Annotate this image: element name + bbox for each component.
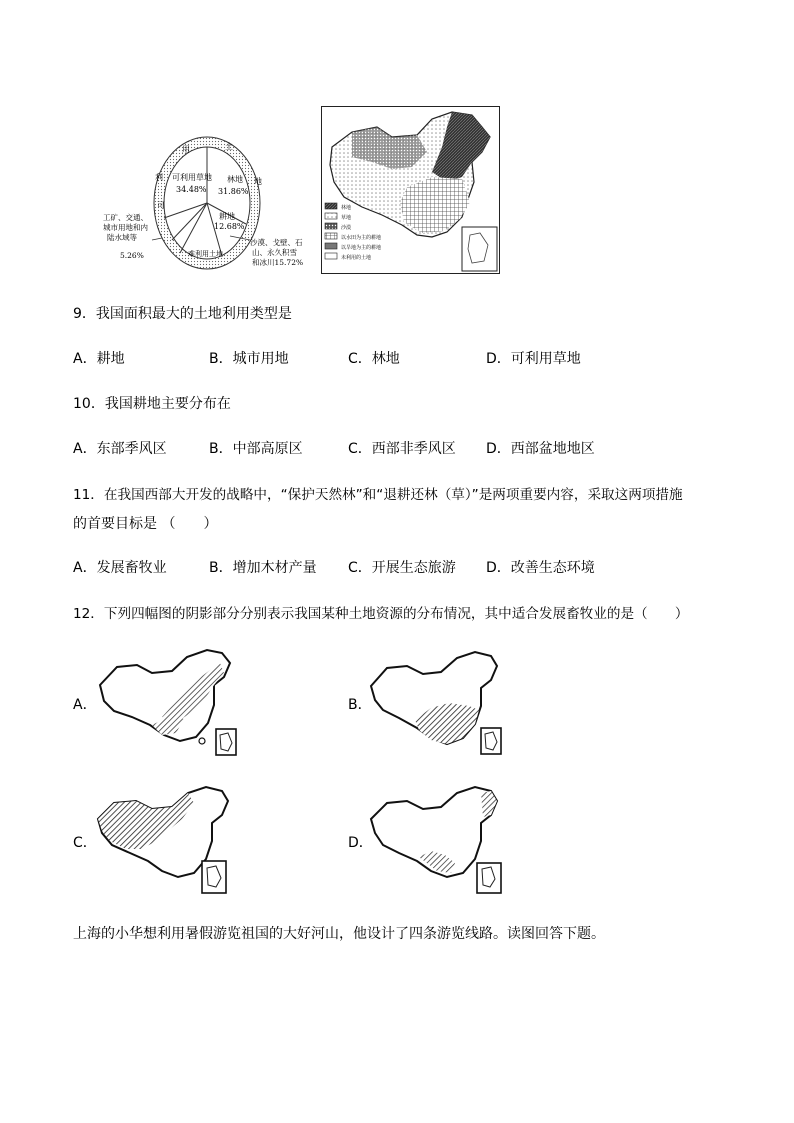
pie-ring-char: 地 [254, 177, 262, 186]
pie-slice-label: 和冰川15.72% [252, 258, 304, 267]
legend-swatch [325, 253, 337, 259]
pie-slice-label: 耕地 [219, 212, 235, 221]
land-use-map-figure [321, 106, 500, 274]
map-inset-box [462, 227, 497, 271]
map-option-c-svg [92, 783, 237, 895]
map-option-a-label[interactable]: A． [73, 697, 97, 713]
question-12 [73, 602, 688, 622]
question-9 [73, 303, 292, 323]
island-hainan [199, 738, 205, 744]
land-use-pie-svg [100, 128, 315, 273]
legend-label: 以水田为主的耕地 [341, 235, 382, 241]
legend-label: 未利用的土地 [341, 255, 372, 261]
pie-ring-char: 用 [182, 145, 190, 154]
pie-slice-label: 城市用地和内 [103, 223, 148, 232]
pie-slice-label: 工矿、交通、 [103, 213, 148, 222]
pie-slice-value: 12.68% [214, 222, 245, 231]
option-11d[interactable]: D．改善生态环境 [486, 560, 595, 576]
legend-swatch [325, 233, 337, 239]
option-9d[interactable]: D．可利用草地 [486, 351, 581, 367]
pie-slice-label: 5.26% [120, 251, 144, 260]
legend-label: 沙漠 [341, 225, 352, 231]
option-11b[interactable]: B．增加木材产量 [209, 560, 317, 576]
pie-slice-value: 31.86% [218, 187, 249, 196]
map-option-d[interactable] [365, 783, 505, 895]
pie-ring-char: 土 [225, 142, 233, 151]
next-question-intro: 上海的小华想利用暑假游览祖国的大好河山，他设计了四条游览线路。读图回答下题。 [73, 926, 605, 942]
pie-slice-label: 林地 [227, 175, 243, 184]
land-use-pie-figure [100, 128, 315, 273]
legend-swatch [325, 243, 337, 249]
pie-slice-label: 陆水域等 [107, 233, 137, 242]
pie-slice-label: 山、永久积雪 [252, 248, 297, 257]
legend-label: 草地 [341, 215, 352, 221]
map-option-a-svg [92, 645, 237, 760]
inset-box [202, 861, 226, 893]
option-10a[interactable]: A．东部季风区 [73, 441, 167, 457]
map-option-b[interactable] [365, 648, 505, 758]
inset-box [216, 729, 236, 755]
option-9c[interactable]: C．林地 [348, 351, 400, 367]
legend-swatch [325, 223, 337, 229]
map-option-b-svg [365, 648, 505, 758]
option-9b[interactable]: B．城市用地 [209, 351, 289, 367]
question-number: 9． [73, 306, 96, 322]
legend-label: 林地 [341, 205, 352, 211]
question-text-line1: 在我国西部大开发的战略中，“保护天然林”和“退耕还林（草）”是两项重要内容，采取这两项措施 [103, 487, 683, 503]
map-option-d-svg [365, 783, 505, 895]
map-option-a[interactable] [92, 645, 237, 760]
option-10b[interactable]: B．中部高原区 [209, 441, 303, 457]
legend-swatch [325, 213, 337, 219]
option-11c[interactable]: C．开展生态旅游 [348, 560, 456, 576]
question-number: 12． [73, 606, 104, 622]
question-text: 我国面积最大的土地利用类型是 [95, 306, 292, 322]
question-10 [73, 393, 231, 413]
pie-leader-line [152, 238, 162, 240]
map-option-c-label[interactable]: C． [73, 835, 97, 851]
map-option-d-label[interactable]: D． [348, 835, 373, 851]
pie-slice-label: 难利用土地 [188, 250, 223, 258]
option-10c[interactable]: C．西部非季风区 [348, 441, 456, 457]
question-11 [73, 483, 683, 503]
legend-label: 以旱地为主的耕地 [341, 245, 382, 251]
pie-slice-value: 34.48% [176, 185, 207, 194]
pie-slice-label: 沙漠、戈壁、石 [250, 238, 303, 247]
map-option-c[interactable] [92, 783, 237, 895]
question-11-line2: 的首要目标是 （ ） [73, 516, 218, 532]
shaded-region-d1 [481, 791, 497, 817]
question-text: 我国耕地主要分布在 [104, 396, 231, 412]
pie-slice-label: 可利用草地 [172, 173, 212, 182]
inset-box [481, 728, 501, 754]
map-option-b-label[interactable]: B． [348, 697, 372, 713]
option-9a[interactable]: A．耕地 [73, 351, 125, 367]
question-number: 11． [73, 487, 104, 503]
pie-ring-char: 可 [157, 201, 165, 210]
question-text: 下列四幅图的阴影部分分别表示我国某种土地资源的分布情况，其中适合发展畜牧业的是（ ） [103, 606, 689, 622]
option-11a[interactable]: A．发展畜牧业 [73, 560, 167, 576]
land-use-map-svg [322, 107, 499, 273]
pie-ring-char: 利 [155, 173, 163, 182]
question-number: 10． [73, 396, 105, 412]
legend-swatch [325, 203, 337, 209]
option-10d[interactable]: D．西部盆地地区 [486, 441, 595, 457]
